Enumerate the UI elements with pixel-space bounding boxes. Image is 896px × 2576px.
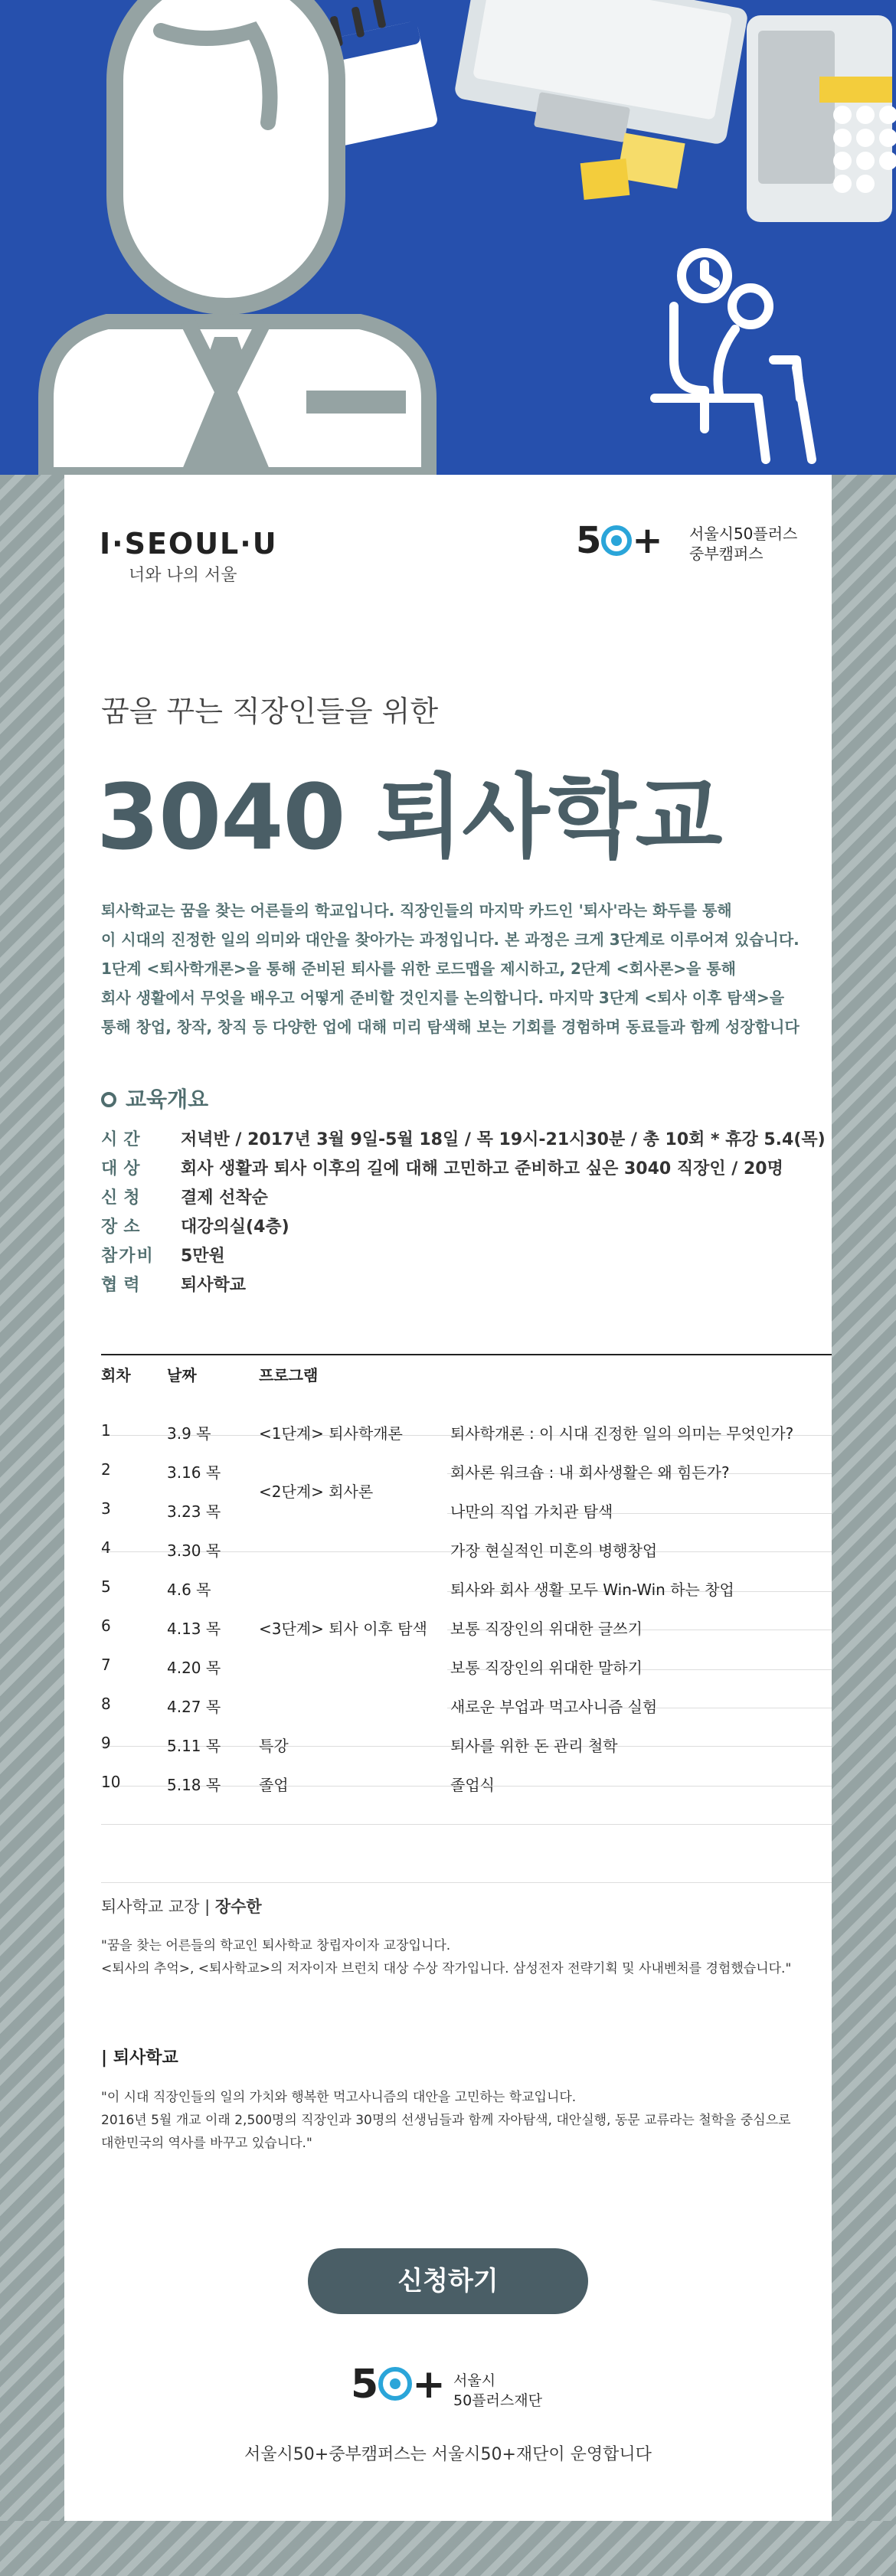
right-stripe-border [832, 475, 896, 2576]
table-cell-program: 졸업식 [450, 1776, 495, 1794]
table-cell-program: 나만의 직업 가치관 탐색 [450, 1502, 613, 1521]
info-row-partner: 협력 퇴사학교 [101, 1276, 247, 1295]
info-row-application: 신청 결제 선착순 [101, 1188, 268, 1208]
table-cell-date: 3.16 목 [167, 1463, 221, 1482]
table-cell-session: 6 [101, 1617, 111, 1635]
keyboard-graphic [453, 0, 749, 145]
table-cell-stage: 특강 [259, 1737, 289, 1755]
table-cell-session: 10 [101, 1773, 121, 1791]
table-cell-program: 회사론 워크숍 : 내 회사생활은 왜 힘든가? [450, 1463, 730, 1482]
footer-fifty-plus-logo: 5 + [351, 2362, 446, 2408]
fifty-plus-ring-icon [378, 2367, 412, 2401]
table-cell-stage: <3단계> 퇴사 이후 탐색 [259, 1620, 427, 1638]
table-cell-program: 퇴사학개론 : 이 시대 진정한 일의 의미는 무엇인가? [450, 1424, 794, 1443]
table-cell-stage: <1단계> 퇴사학개론 [259, 1424, 403, 1443]
calculator-icon [747, 15, 896, 222]
fifty-plus-campus-name: 서울시50플러스 중부캠퍼스 [689, 525, 798, 563]
fifty-plus-logo: 5 + [576, 519, 663, 562]
table-cell-program: 보통 직장인의 위대한 글쓰기 [450, 1620, 643, 1638]
table-cell-program: 퇴사와 회사 생활 모두 Win-Win 하는 창업 [450, 1581, 734, 1599]
school-label: | 퇴사학교 [101, 2048, 178, 2068]
table-cell-session: 5 [101, 1577, 111, 1596]
page-subtitle: 꿈을 꾸는 직장인들을 위한 [101, 695, 439, 728]
office-illustration [0, 0, 896, 475]
table-header-program: 프로그램 [259, 1366, 319, 1384]
table-cell-date: 4.27 목 [167, 1698, 221, 1716]
table-cell-date: 4.6 목 [167, 1581, 211, 1599]
table-cell-program: 보통 직장인의 위대한 말하기 [450, 1659, 643, 1677]
table-cell-date: 5.11 목 [167, 1737, 221, 1755]
person-at-desk-icon [655, 253, 812, 459]
info-row-target: 대상 회사 생활과 퇴사 이후의 길에 대해 고민하고 준비하고 싶은 3040 직장인 / 20명 [101, 1159, 783, 1178]
schedule-table [64, 475, 832, 1853]
content-card [64, 475, 832, 2521]
table-cell-program: 가장 현실적인 미혼의 병행창업 [450, 1541, 658, 1560]
seoul-logo-tagline: 너와 나의 서울 [129, 566, 237, 585]
table-cell-session: 9 [101, 1734, 111, 1752]
principal-label: 퇴사학교 교장 | 장수한 [101, 1898, 262, 1916]
table-cell-date: 5.18 목 [167, 1776, 221, 1794]
table-cell-session: 8 [101, 1695, 111, 1713]
left-stripe-border [0, 475, 64, 2576]
bottom-stripe-border [0, 2521, 896, 2576]
table-header-session: 회차 [101, 1366, 131, 1384]
info-row-time: 시간 저녁반 / 2017년 3월 9일-5월 18일 / 목 19시-21시30분 / 총 10회 * 휴강 5.4(목) [101, 1130, 826, 1149]
table-cell-date: 3.30 목 [167, 1541, 221, 1560]
table-cell-session: 1 [101, 1421, 111, 1440]
table-header-date: 날짜 [167, 1366, 197, 1384]
table-cell-session: 3 [101, 1499, 111, 1518]
table-cell-session: 7 [101, 1656, 111, 1674]
section-divider [101, 1882, 832, 1883]
footer-caption: 서울시50+중부캠퍼스는 서울시50+재단이 운영합니다 [244, 2445, 652, 2464]
hero-illustration [0, 0, 896, 475]
intro-paragraph: 퇴사학교는 꿈을 찾는 어른들의 학교입니다. 직장인들의 마지막 카드인 '퇴사'라는 화두를 통해 이 시대의 진정한 일의 의미와 대안을 찾아가는 과정입니다. 본 과정은 크게 3단계로 이루어져 있습니다. 1단계 <퇴사학개론>을 통해 준비된 퇴사를 위한 로드맵을 제시하고, 2단계 <회사론>을 통해 회사 생활에서 무엇을 배우고 어떻게 준비할 것인지를 논의합니다. 마지막 3단계 <퇴사 이후 탐색>을 통해 창업, 창작, 창직 등 다양한 업에 대해 미리 탐색해 보는 기회를 경험하며 동료들과 함께 성장합니다 [101, 901, 800, 1036]
info-row-location: 장소 대강의실(4층) [101, 1218, 289, 1237]
table-cell-date: 4.20 목 [167, 1659, 221, 1677]
principal-description: "꿈을 찾는 어른들의 학교인 퇴사학교 창립자이자 교장입니다. <퇴사의 추억>, <퇴사학교>의 저자이자 브런치 대상 수상 작가입니다. 삼성전자 전략기획 및 사내벤처를 경험했습니다." [101, 1938, 792, 1976]
table-divider [101, 1824, 832, 1825]
overview-heading: 교육개요 [101, 1083, 208, 1113]
table-cell-stage: <2단계> 회사론 [259, 1483, 374, 1501]
table-cell-program: 퇴사를 위한 돈 관리 철학 [450, 1737, 618, 1755]
school-description: "이 시대 직장인들의 일의 가치와 행복한 먹고사니즘의 대안을 고민하는 학교입니다. 2016년 5월 개교 이래 2,500명의 직장인과 30명의 선생님들과 함께 자아탐색, 대안실행, 동문 교류라는 철학을 중심으로 대한민국의 역사를 바꾸고 있습니다." [101, 2090, 791, 2151]
table-cell-session: 4 [101, 1538, 111, 1557]
sticky-note [580, 159, 630, 200]
info-row-fee: 참가비 5만원 [101, 1247, 225, 1266]
apply-button[interactable]: 신청하기 [308, 2248, 588, 2314]
table-cell-session: 2 [101, 1460, 111, 1479]
table-cell-program: 새로운 부업과 먹고사니즘 실험 [450, 1698, 658, 1716]
table-cell-date: 4.13 목 [167, 1620, 221, 1638]
seoul-logo: I·SEOUL·U [100, 527, 278, 561]
page-title: 3040 퇴사학교 [96, 764, 722, 870]
table-cell-date: 3.23 목 [167, 1502, 221, 1521]
footer-org-name: 서울시 50플러스재단 [453, 2372, 542, 2409]
table-cell-date: 3.9 목 [167, 1424, 211, 1443]
table-cell-stage: 졸업 [259, 1776, 289, 1794]
